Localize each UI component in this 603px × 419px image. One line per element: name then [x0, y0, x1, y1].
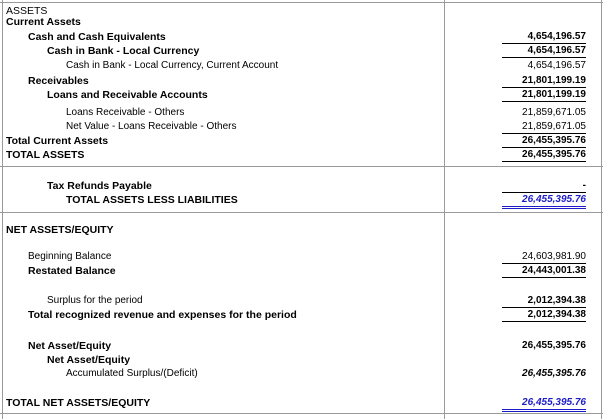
current-assets-label: Current Assets: [6, 16, 81, 28]
grid-top-border: [0, 2, 603, 3]
net-asset-equity-value: 26,455,395.76: [522, 340, 586, 351]
row-net-asset-equity-sub: [0, 353, 603, 367]
net-value-loans-value: 21,859,671.05: [502, 120, 586, 134]
tax-refunds-payable-value: -: [502, 179, 586, 193]
grid-section-line-equity: [0, 212, 603, 213]
row-total-recognized: [0, 308, 603, 322]
row-accumulated-surplus: [0, 367, 603, 381]
row-total-net-assets: [0, 396, 603, 410]
total-assets-less-liabilities-value: 26,455,395.76: [502, 193, 586, 209]
row-net-asset-equity: [0, 339, 603, 353]
cash-in-bank-value: 4,654,196.57: [502, 44, 586, 58]
loans-receivable-others-value: 21,859,671.05: [522, 107, 586, 118]
receivables-label: Receivables: [28, 75, 89, 87]
row-current-assets: [0, 15, 603, 29]
cash-current-account-label: Cash in Bank - Local Currency, Current Account: [66, 60, 279, 71]
total-net-assets-value: 26,455,395.76: [502, 396, 586, 412]
row-tax-refunds-payable: [0, 179, 603, 193]
row-net-value-loans: [0, 120, 603, 134]
tax-refunds-payable-label: Tax Refunds Payable: [47, 180, 152, 192]
total-assets-less-liabilities-label: TOTAL ASSETS LESS LIABILITIES: [66, 194, 238, 206]
total-recognized-value: 2,012,394.38: [502, 308, 586, 322]
assets-header: ASSETS: [6, 5, 48, 17]
accumulated-surplus-label: Accumulated Surplus/(Deficit): [66, 368, 198, 379]
cash-equivalents-value: 4,654,196.57: [502, 30, 586, 44]
receivables-value: 21,801,199.19: [502, 74, 586, 88]
row-receivables: [0, 74, 603, 88]
row-restated-balance: [0, 264, 603, 278]
surplus-period-value: 2,012,394.38: [502, 294, 586, 308]
row-loans-receivable-others: [0, 106, 603, 120]
total-assets-label: TOTAL ASSETS: [6, 149, 85, 161]
total-assets-value: 26,455,395.76: [502, 148, 586, 162]
row-surplus-period: [0, 294, 603, 308]
restated-balance-value: 24,443,001.38: [502, 264, 586, 278]
row-loans-receivable-accounts: [0, 88, 603, 102]
grid-section-line-assets: [0, 166, 603, 167]
row-cash-in-bank: [0, 44, 603, 58]
row-beginning-balance: [0, 250, 603, 264]
surplus-period-label: Surplus for the period: [47, 295, 143, 306]
total-net-assets-label: TOTAL NET ASSETS/EQUITY: [6, 397, 151, 409]
total-current-assets-label: Total Current Assets: [6, 135, 109, 147]
net-value-loans-label: Net Value - Loans Receivable - Others: [66, 121, 237, 132]
row-total-current-assets: [0, 134, 603, 148]
cash-in-bank-label: Cash in Bank - Local Currency: [47, 45, 200, 57]
row-total-assets-less-liabilities: [0, 193, 603, 207]
equity-header: NET ASSETS/EQUITY: [6, 224, 114, 236]
row-cash-current-account: [0, 59, 603, 73]
grid-bottom-line: [0, 413, 603, 414]
loans-receivable-accounts-label: Loans and Receivable Accounts: [47, 89, 208, 101]
loans-receivable-others-label: Loans Receivable - Others: [66, 107, 185, 118]
beginning-balance-value: 24,603,981.90: [502, 250, 586, 264]
cash-current-account-value: 4,654,196.57: [527, 60, 586, 71]
beginning-balance-label: Beginning Balance: [28, 251, 112, 262]
total-recognized-label: Total recognized revenue and expenses for the period: [28, 309, 297, 321]
row-equity-header: [0, 223, 603, 237]
cash-equivalents-label: Cash and Cash Equivalents: [28, 31, 166, 43]
net-asset-equity-label: Net Asset/Equity: [28, 340, 112, 352]
accumulated-surplus-value: 26,455,395.76: [522, 368, 586, 379]
row-total-assets: [0, 148, 603, 162]
total-current-assets-value: 26,455,395.76: [502, 134, 586, 148]
row-cash-equivalents: [0, 30, 603, 44]
net-asset-equity-sub-label: Net Asset/Equity: [47, 354, 131, 366]
loans-receivable-accounts-value: 21,801,199.19: [502, 88, 586, 102]
restated-balance-label: Restated Balance: [28, 265, 116, 277]
